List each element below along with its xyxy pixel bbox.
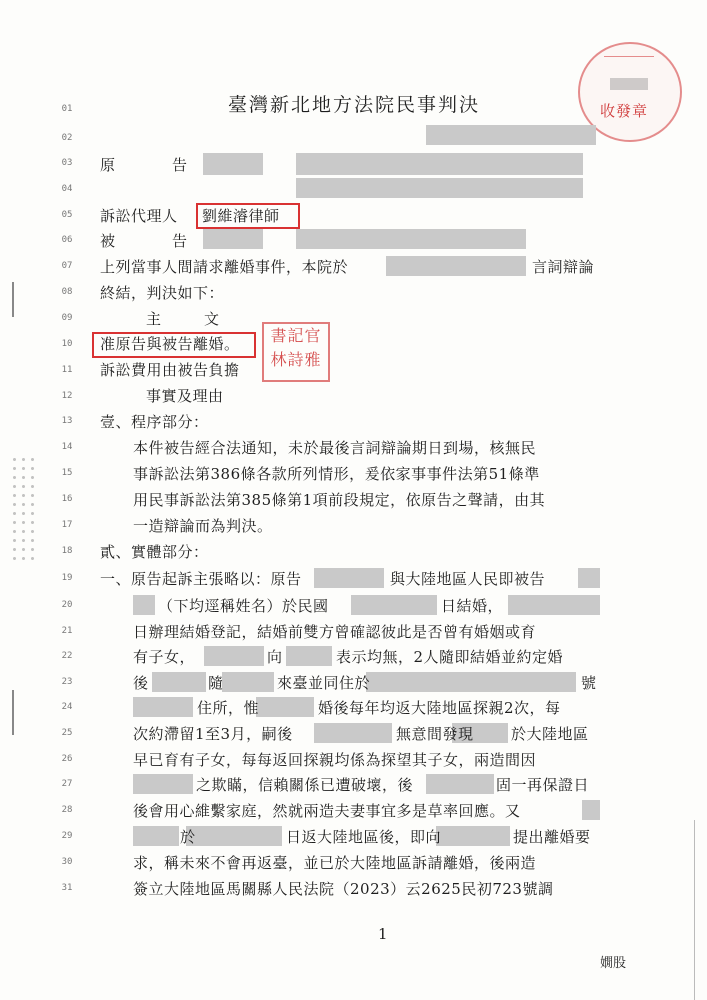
line-number: 03 xyxy=(61,158,73,168)
line-number: 14 xyxy=(61,442,73,452)
stamp-arc xyxy=(604,56,654,63)
clerk-seal-name: 林詩雅 xyxy=(270,350,322,369)
text-line-20b: 日結婚， xyxy=(441,597,504,615)
text-line-27b: 固一再保證日 xyxy=(496,776,590,794)
redaction xyxy=(133,774,193,794)
redaction xyxy=(204,646,264,666)
text-line-23d: 號 xyxy=(581,674,597,692)
binding-holes xyxy=(10,455,36,565)
stamp-date-smudge xyxy=(610,78,648,90)
redaction xyxy=(314,723,392,743)
line-number: 20 xyxy=(61,600,73,610)
redaction xyxy=(296,178,583,198)
page-number: 1 xyxy=(378,925,388,943)
line-number: 25 xyxy=(61,728,73,738)
line-number: 08 xyxy=(61,287,73,297)
text-line-25b: 無意間發現 xyxy=(396,725,474,743)
clerk-seal xyxy=(262,322,330,382)
line-number: 15 xyxy=(61,468,73,478)
text-line-24a: 住所，惟 xyxy=(197,699,260,717)
heading-procedure: 壹、程序部分： xyxy=(100,413,209,431)
redaction xyxy=(203,229,263,249)
line-number: 05 xyxy=(61,210,73,220)
text-line-28: 後會用心維繫家庭，然就兩造夫妻事宜多是草率回應。又 xyxy=(133,802,521,820)
redaction xyxy=(296,229,526,249)
heading-main-text-1: 主 xyxy=(146,310,162,328)
redaction xyxy=(351,595,437,615)
redaction xyxy=(203,153,263,175)
line-number: 24 xyxy=(61,702,73,712)
line-number: 10 xyxy=(61,339,73,349)
text-line-15: 事訴訟法第386條各款所列情形，爰依家事事件法第51條準 xyxy=(133,465,540,483)
attorney-name: 劉維濬律師 xyxy=(202,207,280,225)
text-line-25a: 次約滯留1至3月，嗣後 xyxy=(133,725,293,743)
redaction xyxy=(256,697,314,717)
costs-text: 訴訟費用由被告負擔 xyxy=(100,361,240,379)
party-label-defendant-2: 告 xyxy=(172,232,188,250)
line-number: 02 xyxy=(61,133,73,143)
clerk-division-mark: 嫺股 xyxy=(600,956,627,971)
party-label-plaintiff-2: 告 xyxy=(172,156,188,174)
line-number: 19 xyxy=(61,573,73,583)
text-line-22c: 表示均無，2人隨即結婚並約定婚 xyxy=(336,648,564,666)
heading-substance: 貳、實體部分： xyxy=(100,543,209,561)
redaction xyxy=(222,672,274,692)
party-label-attorney: 訴訟代理人 xyxy=(100,207,178,225)
text-line-31: 簽立大陸地區馬關縣人民法院（2023）云2625民初723號調 xyxy=(133,880,554,898)
line-number: 21 xyxy=(61,626,73,636)
heading-main-text-2: 文 xyxy=(204,310,220,328)
text-line-19a: 一、原告起訴主張略以：原告 xyxy=(100,570,302,588)
heading-facts-reasons: 事實及理由 xyxy=(146,387,224,405)
line-number: 01 xyxy=(61,104,73,114)
text-line-25c: 於大陸地區 xyxy=(511,725,589,743)
line-number: 13 xyxy=(61,416,73,426)
redaction xyxy=(133,826,179,846)
party-label-defendant-1: 被 xyxy=(100,232,116,250)
redaction xyxy=(366,672,576,692)
document-title: 臺灣新北地方法院民事判決 xyxy=(228,94,481,116)
line-number: 06 xyxy=(61,235,73,245)
line-number: 11 xyxy=(61,365,73,375)
line-number: 07 xyxy=(61,261,73,271)
text-line-23c: 來臺並同住於 xyxy=(277,674,371,692)
text-line-14: 本件被告經合法通知，未於最後言詞辯論期日到場，核無民 xyxy=(133,439,537,457)
line-number: 22 xyxy=(61,651,73,661)
text-line-20a: （下均逕稱姓名）於民國 xyxy=(158,597,329,615)
line-number: 12 xyxy=(61,391,73,401)
line-number: 31 xyxy=(61,883,73,893)
redaction xyxy=(426,125,596,145)
text-line-08: 終結，判決如下： xyxy=(100,284,225,302)
redaction xyxy=(582,800,600,820)
redaction xyxy=(133,595,155,615)
scan-edge-line xyxy=(12,282,14,317)
receipt-stamp-label: 收發章 xyxy=(600,102,649,120)
text-line-07b: 言詞辯論 xyxy=(532,258,595,276)
redaction xyxy=(152,672,206,692)
line-number: 27 xyxy=(61,779,73,789)
text-line-23b: 隨 xyxy=(208,674,224,692)
redaction xyxy=(186,826,282,846)
line-number: 09 xyxy=(61,313,73,323)
line-number: 26 xyxy=(61,754,73,764)
verdict-text: 准原告與被告離婚。 xyxy=(100,335,240,353)
text-line-29a: 於 xyxy=(180,828,196,846)
line-number: 30 xyxy=(61,857,73,867)
text-line-30: 求，稱未來不會再返臺，並已於大陸地區訴請離婚，後兩造 xyxy=(133,854,537,872)
scan-edge-line xyxy=(12,690,14,735)
line-number: 04 xyxy=(61,184,73,194)
redaction xyxy=(436,826,510,846)
party-label-plaintiff-1: 原 xyxy=(100,156,116,174)
redaction xyxy=(426,774,494,794)
text-line-29b: 日返大陸地區後，即向 xyxy=(286,828,442,846)
text-line-27a: 之欺瞞，信賴關係已遭破壞，後 xyxy=(196,776,414,794)
line-number: 23 xyxy=(61,677,73,687)
line-number: 29 xyxy=(61,831,73,841)
line-number: 16 xyxy=(61,494,73,504)
text-line-26: 早已育有子女，每每返回探親均係為探望其子女，兩造間因 xyxy=(133,751,537,769)
clerk-seal-title: 書記官 xyxy=(270,326,322,345)
scan-edge-line xyxy=(694,820,695,1000)
line-number: 17 xyxy=(61,520,73,530)
redaction xyxy=(296,153,583,175)
redaction xyxy=(386,256,526,276)
text-line-21: 日辦理結婚登記，結婚前雙方曾確認彼此是否曾有婚姻或育 xyxy=(133,623,537,641)
redaction xyxy=(508,595,600,615)
redaction xyxy=(286,646,332,666)
redaction xyxy=(133,697,193,717)
text-line-22b: 向 xyxy=(267,648,283,666)
text-line-23a: 後 xyxy=(133,674,149,692)
text-line-22a: 有子女， xyxy=(133,648,196,666)
redaction xyxy=(314,568,384,588)
text-line-17: 一造辯論而為判決。 xyxy=(133,517,273,535)
text-line-29c: 提出離婚要 xyxy=(513,828,591,846)
text-line-19b: 與大陸地區人民即被告 xyxy=(390,570,546,588)
line-number: 28 xyxy=(61,805,73,815)
text-line-16: 用民事訴訟法第385條第1項前段規定，依原告之聲請，由其 xyxy=(133,491,546,509)
text-line-24b: 婚後每年均返大陸地區探親2次，每 xyxy=(318,699,561,717)
text-line-07a: 上列當事人間請求離婚事件，本院於 xyxy=(100,258,349,276)
line-number: 18 xyxy=(61,546,73,556)
redaction xyxy=(578,568,600,588)
